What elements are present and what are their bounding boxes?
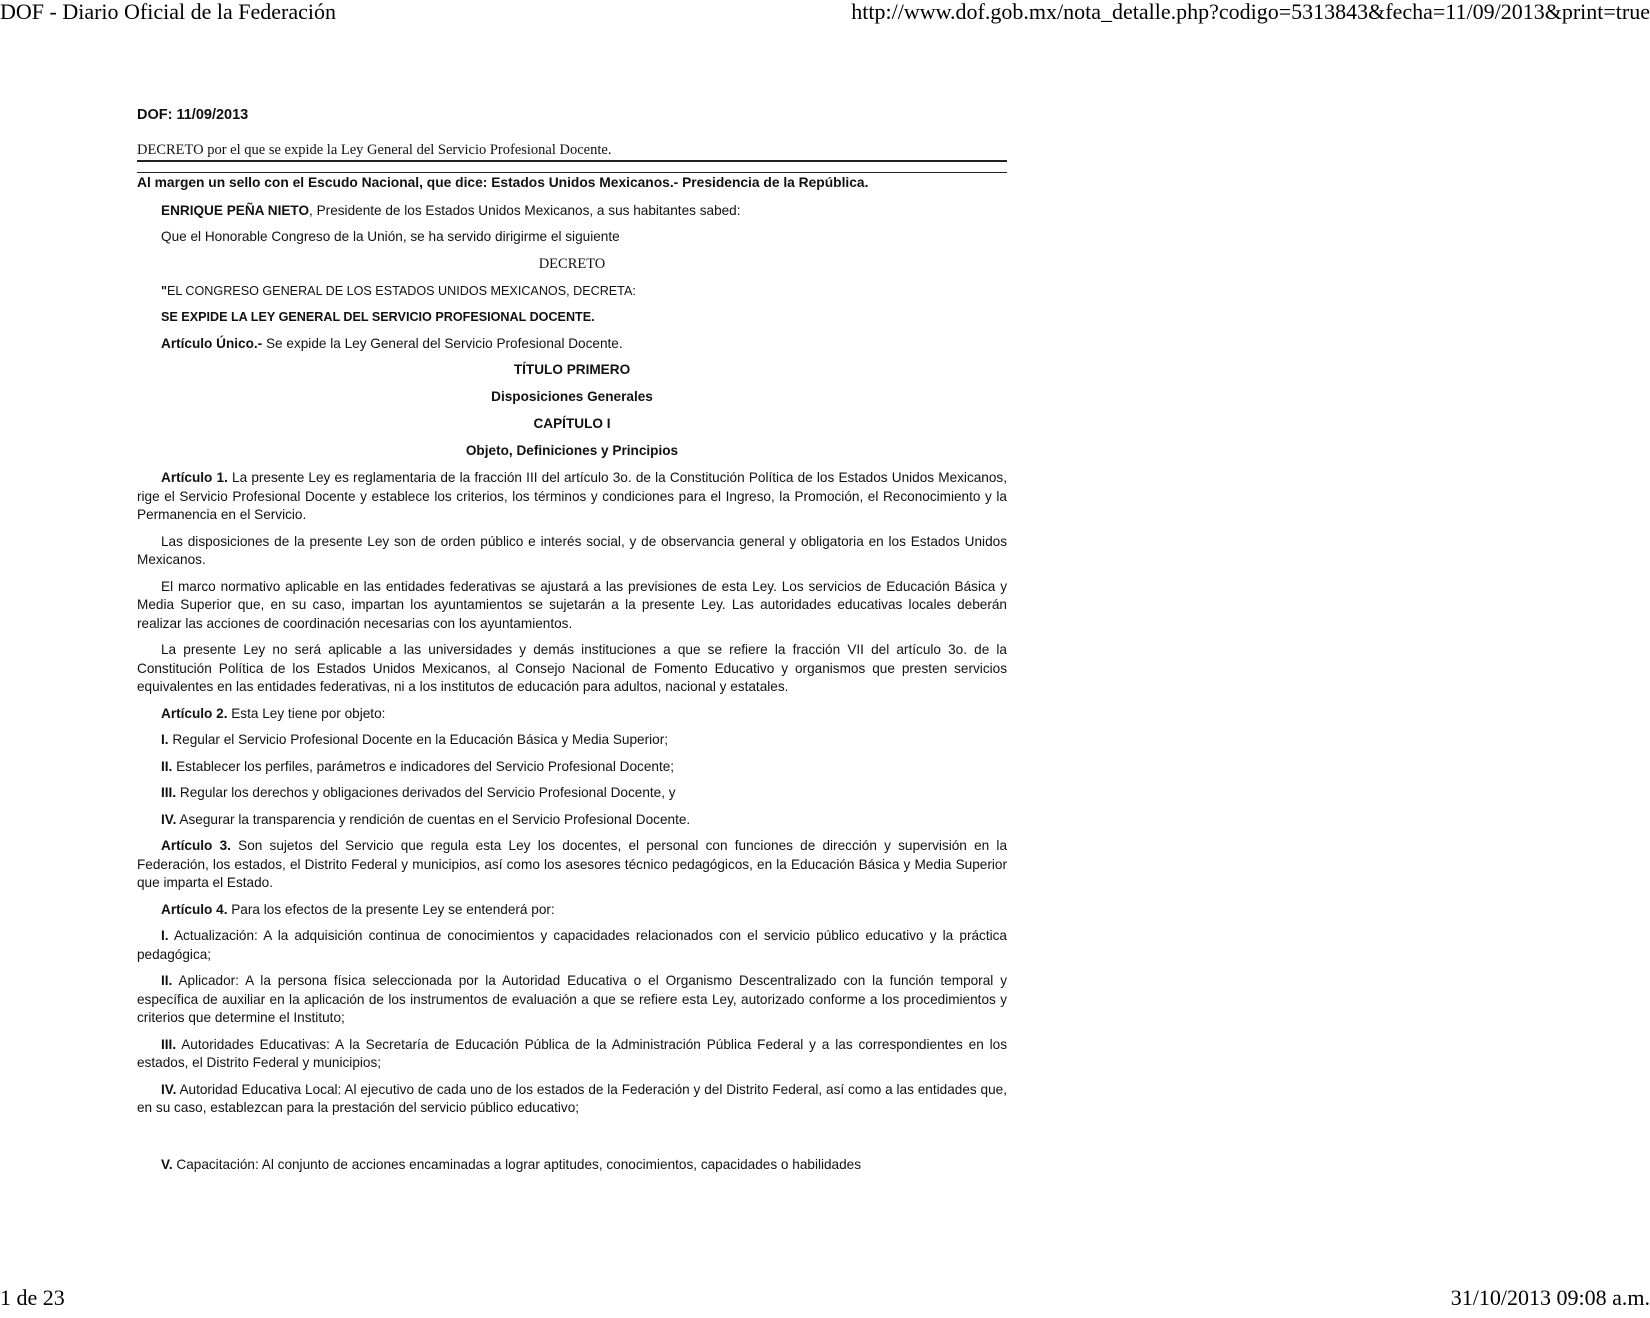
capitulo-heading: CAPÍTULO I <box>533 416 611 431</box>
print-footer <box>0 1286 1650 1314</box>
item-number: V. <box>161 1156 173 1172</box>
articulo-4-item <box>137 927 1007 964</box>
articulo-2 <box>137 705 1007 724</box>
articulo-2-item <box>137 811 1007 830</box>
articulo-1-p3: El marco normativo aplicable en las entidades federativas se ajustará a las previsiones de esta Ley. Los servicios de Educación Básica y Media Superior que, en su caso, impartan los ayuntamientos se sujetarán a la presente Ley. Las autoridades educativas locales deberán realizar las acciones de coordinación necesarias con los ayuntamientos. <box>137 578 1007 631</box>
titulo-name: Disposiciones Generales <box>491 389 653 404</box>
articulo-4-item <box>137 1156 1007 1175</box>
item-text: Asegurar la transparencia y rendición de cuentas en el Servicio Profesional Docente. <box>176 811 691 827</box>
decreto-heading: DECRETO <box>538 255 606 272</box>
articulo-2-item <box>137 784 1007 803</box>
capitulo-name: Objeto, Definiciones y Principios <box>465 443 679 458</box>
item-number: III. <box>161 785 177 800</box>
item-text: Regular el Servicio Profesional Docente en la Educación Básica y Media Superior; <box>168 732 669 747</box>
item-number: III. <box>161 1036 177 1052</box>
item-number: IV. <box>161 811 177 827</box>
quote-mark: " <box>161 283 167 298</box>
document-body <box>137 106 1007 1182</box>
item-text: Aplicador: A la persona física seleccionada por la Autoridad Educativa o el Organismo Descentralizado con la función temporal y específica de auxiliar en la aplicación de los instrumentos de evaluación a que se refiere esta Ley, autorizado conforme a los procedimientos y criterios que determine el Instituto; <box>137 973 1007 1025</box>
articulo-1 <box>137 469 1007 525</box>
articulo-4-text: Para los efectos de la presente Ley se entenderá por: <box>227 901 555 917</box>
articulo-4-item <box>137 1036 1007 1073</box>
articulo-1-text: La presente Ley es reglamentaria de la fracción III del artículo 3o. de la Constitución Política de los Estados Unidos Mexicanos, rige el Servicio Profesional Docente y establece los criterios, los términos y condiciones para el Ingreso, la Promoción, el Reconocimiento y la Permanencia en el Servicio. <box>137 470 1007 522</box>
articulo-unico-text: Se expide la Ley General del Servicio Profesional Docente. <box>262 335 623 351</box>
congress-decreta-text: EL CONGRESO GENERAL DE LOS ESTADOS UNIDOS MEXICANOS, DECRETA: <box>166 283 636 298</box>
articulo-3-text: Son sujetos del Servicio que regula esta Ley los docentes, el personal con funciones de dirección y supervisión en la Federación, los estados, el Distrito Federal y municipios, así como los asesores técnico pedagógicos, en la Educación Básica y Media Superior que imparta el Estado. <box>137 838 1008 890</box>
print-timestamp: 31/10/2013 09:08 a.m. <box>1450 1285 1650 1310</box>
page-indicator: 1 de 23 <box>0 1285 65 1310</box>
congress-decreta <box>137 282 1007 301</box>
articulo-4-label: Artículo 4. <box>161 901 228 917</box>
articulo-2-item <box>137 731 1007 750</box>
articulo-4-item <box>137 972 1007 1028</box>
item-number: IV. <box>161 1081 177 1097</box>
item-text: Autoridad Educativa Local: Al ejecutivo de cada uno de los estados de la Federación y del Distrito Federal, así como a las entidades que, en su caso, establezcan para la prestación del servicio público educativo; <box>137 1081 1007 1115</box>
item-text: Autoridades Educativas: A la Secretaría de Educación Pública de la Administración Pública Federal y a las correspondientes en los estados, el Distrito Federal y municipios; <box>137 1036 1007 1070</box>
item-text: Capacitación: Al conjunto de acciones encaminadas a lograr aptitudes, conocimientos, capacidades o habilidades <box>172 1156 862 1172</box>
divider <box>137 172 1007 173</box>
articulo-1-label: Artículo 1. <box>161 470 228 485</box>
se-expide: SE EXPIDE LA LEY GENERAL DEL SERVICIO PROFESIONAL DOCENTE. <box>161 310 595 324</box>
articulo-unico-label: Artículo Único.- <box>161 335 263 351</box>
item-text: Actualización: A la adquisición continua de conocimientos y capacidades relacionados con el servicio público educativo y la práctica pedagógica; <box>137 928 1007 962</box>
president-paragraph <box>137 202 1007 221</box>
president-name: ENRIQUE PEÑA NIETO <box>161 202 310 218</box>
item-text: Regular los derechos y obligaciones derivados del Servicio Profesional Docente, y <box>176 785 676 800</box>
item-number: I. <box>161 928 169 943</box>
titulo-heading: TÍTULO PRIMERO <box>513 362 631 377</box>
print-header <box>0 0 1650 28</box>
item-text: Establecer los perfiles, parámetros e indicadores del Servicio Profesional Docente; <box>172 758 675 774</box>
articulo-1-p2: Las disposiciones de la presente Ley son de orden público e interés social, y de observancia general y obligatoria en los Estados Unidos Mexicanos. <box>137 533 1007 567</box>
site-title: DOF - Diario Oficial de la Federación <box>0 0 336 24</box>
item-number: II. <box>161 973 173 988</box>
item-number: II. <box>161 758 173 774</box>
articulo-4-item <box>137 1081 1007 1118</box>
margin-note: Al margen un sello con el Escudo Nacional, que dice: Estados Unidos Mexicanos.- Presidencia de la República. <box>137 175 869 190</box>
decree-title: DECRETO por el que se expide la Ley General del Servicio Profesional Docente. <box>137 141 1007 163</box>
articulo-2-label: Artículo 2. <box>161 705 228 721</box>
congress-paragraph: Que el Honorable Congreso de la Unión, se ha servido dirigirme el siguiente <box>161 229 620 244</box>
articulo-unico <box>137 335 1007 354</box>
articulo-4 <box>137 901 1007 920</box>
page-url[interactable]: http://www.dof.gob.mx/nota_detalle.php?codigo=5313843&fecha=11/09/2013&print=true <box>851 0 1650 24</box>
item-number: I. <box>161 732 169 747</box>
president-text: , Presidente de los Estados Unidos Mexicanos, a sus habitantes sabed: <box>309 202 741 218</box>
articulo-3 <box>137 837 1007 893</box>
articulo-1-p4: La presente Ley no será aplicable a las universidades y demás instituciones a que se refiere la fracción VII del artículo 3o. de la Constitución Política de los Estados Unidos Mexicanos, al Consejo Nacional de Fomento Educativo y organismos que presten servicios equivalentes en las entidades federativas, ni a los institutos de educación para adultos, nacional y estatales. <box>137 642 1007 694</box>
articulo-2-item <box>137 758 1007 777</box>
articulo-2-text: Esta Ley tiene por objeto: <box>227 705 386 721</box>
dof-date: DOF: 11/09/2013 <box>137 107 249 123</box>
page-break-gap <box>137 1126 1007 1156</box>
articulo-3-label: Artículo 3. <box>161 838 231 853</box>
